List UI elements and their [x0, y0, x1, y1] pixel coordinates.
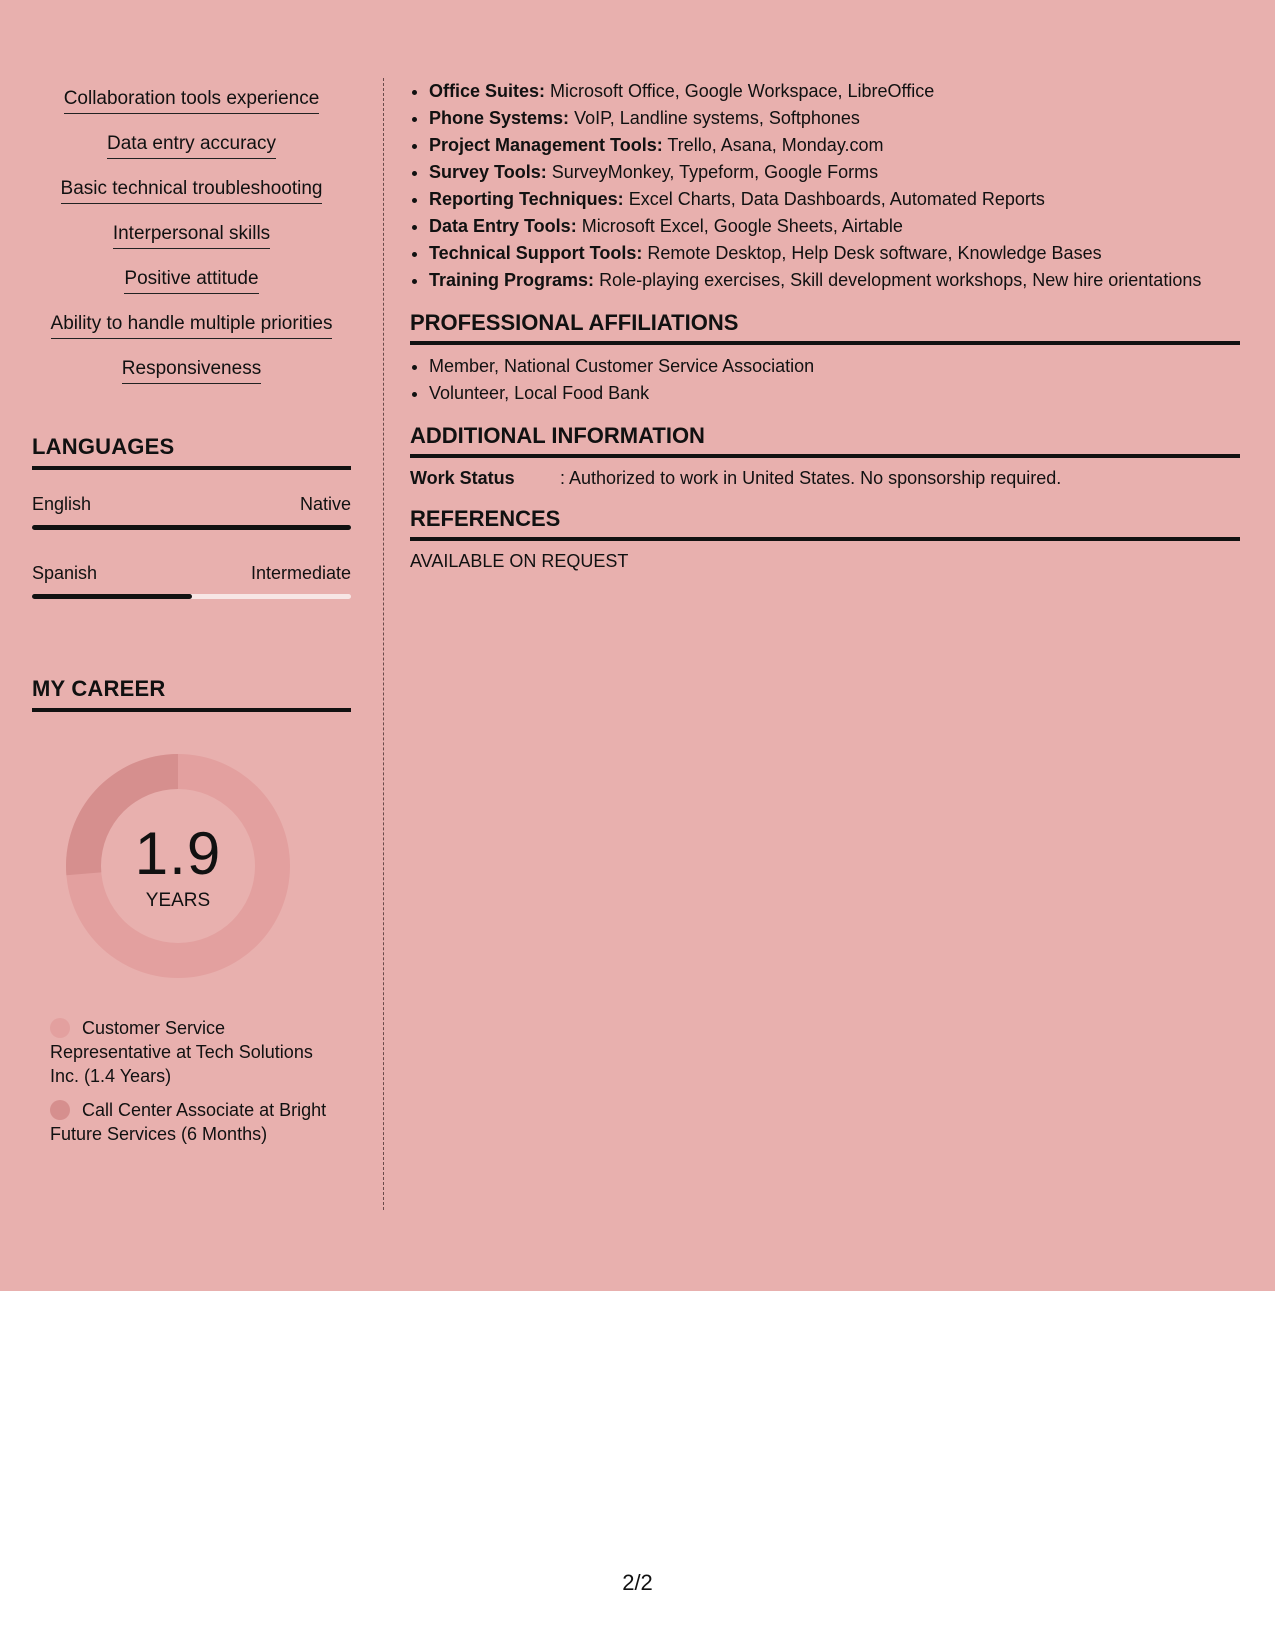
tool-item — [429, 267, 1240, 294]
page-number: 2/2 — [622, 1570, 653, 1595]
skill-label: Positive attitude — [124, 268, 258, 294]
legend-dot — [50, 1018, 70, 1038]
tool-item — [429, 132, 1240, 159]
language-level: Intermediate — [250, 563, 351, 583]
tool-values: VoIP, Landline systems, Softphones — [574, 108, 860, 128]
language-bar-fill — [32, 525, 351, 530]
tool-item — [429, 186, 1240, 213]
tool-category: Survey Tools: — [429, 162, 547, 182]
tool-category: Training Programs: — [429, 270, 595, 290]
tool-category: Reporting Techniques: — [429, 189, 624, 209]
tool-category: Phone Systems: — [429, 108, 570, 128]
language-name: Spanish — [32, 563, 98, 583]
language-bar-fill — [32, 594, 192, 599]
work-status-row — [410, 466, 1240, 490]
tool-item — [429, 213, 1240, 240]
work-status-label: Work Status — [410, 468, 515, 488]
career-legend — [50, 1016, 340, 1156]
tool-values: Role-playing exercises, Skill development workshops, New hire orientations — [599, 270, 1202, 290]
right-column — [410, 78, 1240, 572]
tool-category: Project Management Tools: — [429, 135, 663, 155]
career-total-unit: YEARS — [145, 890, 211, 911]
language-bar-track — [32, 594, 351, 599]
skill-item — [32, 348, 351, 393]
tool-values: Trello, Asana, Monday.com — [667, 135, 884, 155]
languages-heading: LANGUAGES — [32, 434, 351, 470]
career-legend-label: Call Center Associate at Bright Future Services (6 Months) — [50, 1100, 327, 1144]
tool-item — [429, 78, 1240, 105]
affiliations-list — [410, 353, 1240, 407]
tool-values: Microsoft Excel, Google Sheets, Airtable — [581, 216, 903, 236]
affiliation-item: • Member, National Customer Service Association — [429, 353, 1240, 380]
skill-label: Interpersonal skills — [113, 223, 270, 249]
career-total-years: 1.9 — [134, 820, 222, 887]
skill-item — [32, 78, 351, 123]
tool-category: Data Entry Tools: — [429, 216, 577, 236]
references-text: AVAILABLE ON REQUEST — [410, 551, 629, 571]
column-divider — [383, 78, 384, 1210]
references-heading: REFERENCES — [410, 506, 1240, 541]
tools-list — [410, 78, 1240, 294]
career-legend-label: Customer Service Representative at Tech Solutions Inc. (1.4 Years) — [50, 1018, 313, 1086]
skill-item — [32, 303, 351, 348]
tool-values: Excel Charts, Data Dashboards, Automated Reports — [628, 189, 1045, 209]
language-name: English — [32, 494, 92, 514]
career-legend-item — [50, 1016, 340, 1088]
tool-values: Remote Desktop, Help Desk software, Knowledge Bases — [647, 243, 1102, 263]
skill-item — [32, 213, 351, 258]
legend-dot — [50, 1100, 70, 1120]
tool-values: SurveyMonkey, Typeform, Google Forms — [551, 162, 879, 182]
skill-item — [32, 168, 351, 213]
language-bar-track — [32, 525, 351, 530]
left-column — [32, 78, 351, 1144]
skill-label: Ability to handle multiple priorities — [51, 313, 333, 339]
tool-category: Technical Support Tools: — [429, 243, 643, 263]
skill-label: Responsiveness — [122, 358, 261, 384]
work-status-value: : Authorized to work in United States. No sponsorship required. — [560, 468, 1062, 488]
skills-list — [32, 78, 351, 393]
skill-label: Basic technical troubleshooting — [61, 178, 323, 204]
skill-item — [32, 123, 351, 168]
tool-item — [429, 159, 1240, 186]
tool-category: Office Suites: — [429, 81, 546, 101]
career-heading: MY CAREER — [32, 676, 351, 712]
tool-item — [429, 105, 1240, 132]
affiliations-heading: PROFESSIONAL AFFILIATIONS — [410, 310, 1240, 345]
language-level: Native — [299, 494, 351, 514]
tool-values: Microsoft Office, Google Workspace, LibreOffice — [550, 81, 935, 101]
additional-info-heading: ADDITIONAL INFORMATION — [410, 423, 1240, 458]
affiliation-item: • Volunteer, Local Food Bank — [429, 380, 1240, 407]
skill-label: Collaboration tools experience — [64, 88, 320, 114]
tool-item — [429, 240, 1240, 267]
skill-label: Data entry accuracy — [107, 133, 276, 159]
skill-item — [32, 258, 351, 303]
career-legend-item — [50, 1098, 340, 1146]
